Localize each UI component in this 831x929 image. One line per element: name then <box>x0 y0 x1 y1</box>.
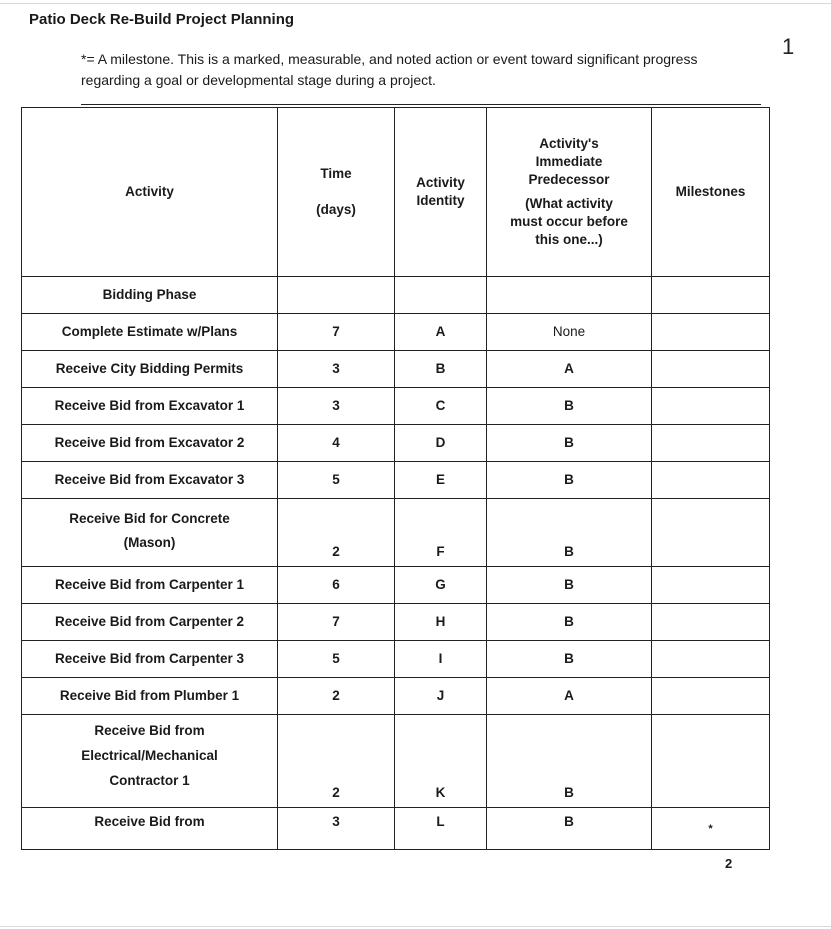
activity-cell: Receive City Bidding Permits <box>22 351 278 388</box>
activity-cell: Receive Bid from Carpenter 2 <box>22 604 278 641</box>
header-activity: Activity <box>22 108 278 277</box>
time-cell: 7 <box>278 314 395 351</box>
identity-cell: F <box>395 499 487 567</box>
identity-cell: D <box>395 425 487 462</box>
activity-cell: Receive Bid from Plumber 1 <box>22 678 278 715</box>
time-cell: 7 <box>278 604 395 641</box>
predecessor-cell: B <box>487 808 652 850</box>
milestone-cell: * <box>652 808 770 850</box>
identity-cell: A <box>395 314 487 351</box>
identity-cell: I <box>395 641 487 678</box>
activity-line: Receive Bid for Concrete <box>69 511 230 526</box>
activity-cell: Receive Bid from Excavator 3 <box>22 462 278 499</box>
header-predecessor: Activity's Immediate Predecessor (What activity must occur before this one...) <box>487 108 652 277</box>
activity-cell: Complete Estimate w/Plans <box>22 314 278 351</box>
identity-cell: K <box>395 715 487 808</box>
phase-row <box>22 277 770 314</box>
table-row <box>22 604 770 641</box>
table-row <box>22 567 770 604</box>
time-cell: 5 <box>278 462 395 499</box>
predecessor-cell: B <box>487 499 652 567</box>
time-cell: 3 <box>278 388 395 425</box>
page-top-edge <box>0 3 831 4</box>
identity-cell: E <box>395 462 487 499</box>
activity-line: Contractor 1 <box>109 773 190 788</box>
table-row <box>22 808 770 850</box>
top-rule <box>81 104 761 105</box>
predecessor-cell: B <box>487 604 652 641</box>
table-row <box>22 462 770 499</box>
table-row <box>22 641 770 678</box>
header-time: Time (days) <box>278 108 395 277</box>
header-identity: Activity Identity <box>395 108 487 277</box>
milestone-note: *= A milestone. This is a marked, measurable, and noted action or event toward significant progress regarding a goal or developmental stage during a project. <box>81 51 698 88</box>
time-cell: 2 <box>278 715 395 808</box>
milestone-cell <box>652 425 770 462</box>
table-row <box>22 425 770 462</box>
header-row <box>22 108 770 277</box>
time-cell: 6 <box>278 567 395 604</box>
identity-cell: L <box>395 808 487 850</box>
milestone-cell <box>652 314 770 351</box>
identity-cell: B <box>395 351 487 388</box>
milestone-cell <box>652 351 770 388</box>
activity-cell <box>22 499 278 567</box>
planning-table <box>21 107 770 850</box>
time-cell: 2 <box>278 499 395 567</box>
table-row <box>22 678 770 715</box>
phase-label: Bidding Phase <box>22 277 278 314</box>
table-row <box>22 715 770 808</box>
predecessor-cell: B <box>487 715 652 808</box>
activity-cell: Receive Bid from Excavator 1 <box>22 388 278 425</box>
predecessor-cell: B <box>487 388 652 425</box>
identity-cell: G <box>395 567 487 604</box>
activity-cell: Receive Bid from <box>22 808 278 850</box>
page-number-top: 1 <box>782 34 795 59</box>
header-milestones: Milestones <box>652 108 770 277</box>
time-cell: 4 <box>278 425 395 462</box>
predecessor-cell: B <box>487 567 652 604</box>
table-row <box>22 499 770 567</box>
milestone-cell <box>652 499 770 567</box>
table-row <box>22 314 770 351</box>
time-cell: 5 <box>278 641 395 678</box>
predecessor-cell: None <box>487 314 652 351</box>
activity-cell: Receive Bid from Excavator 2 <box>22 425 278 462</box>
milestone-cell <box>652 678 770 715</box>
time-cell: 3 <box>278 808 395 850</box>
identity-cell: H <box>395 604 487 641</box>
time-cell: 2 <box>278 678 395 715</box>
activity-cell <box>22 715 278 808</box>
predecessor-cell: A <box>487 678 652 715</box>
page-bottom-edge <box>0 926 831 927</box>
milestone-cell <box>652 715 770 808</box>
identity-cell: J <box>395 678 487 715</box>
document-title: Patio Deck Re-Build Project Planning <box>29 11 295 28</box>
predecessor-cell: B <box>487 425 652 462</box>
milestone-cell <box>652 567 770 604</box>
activity-line: (Mason) <box>123 535 176 550</box>
table-row <box>22 351 770 388</box>
time-cell: 3 <box>278 351 395 388</box>
predecessor-cell: B <box>487 462 652 499</box>
predecessor-cell: A <box>487 351 652 388</box>
table-row <box>22 388 770 425</box>
activity-cell: Receive Bid from Carpenter 3 <box>22 641 278 678</box>
page-number-bottom: 2 <box>725 856 733 871</box>
milestone-cell <box>652 604 770 641</box>
identity-cell: C <box>395 388 487 425</box>
milestone-cell <box>652 462 770 499</box>
milestone-cell <box>652 641 770 678</box>
activity-line: Electrical/Mechanical <box>81 748 218 763</box>
milestone-cell <box>652 388 770 425</box>
activity-cell: Receive Bid from Carpenter 1 <box>22 567 278 604</box>
activity-line: Receive Bid from <box>94 723 205 738</box>
predecessor-cell: B <box>487 641 652 678</box>
